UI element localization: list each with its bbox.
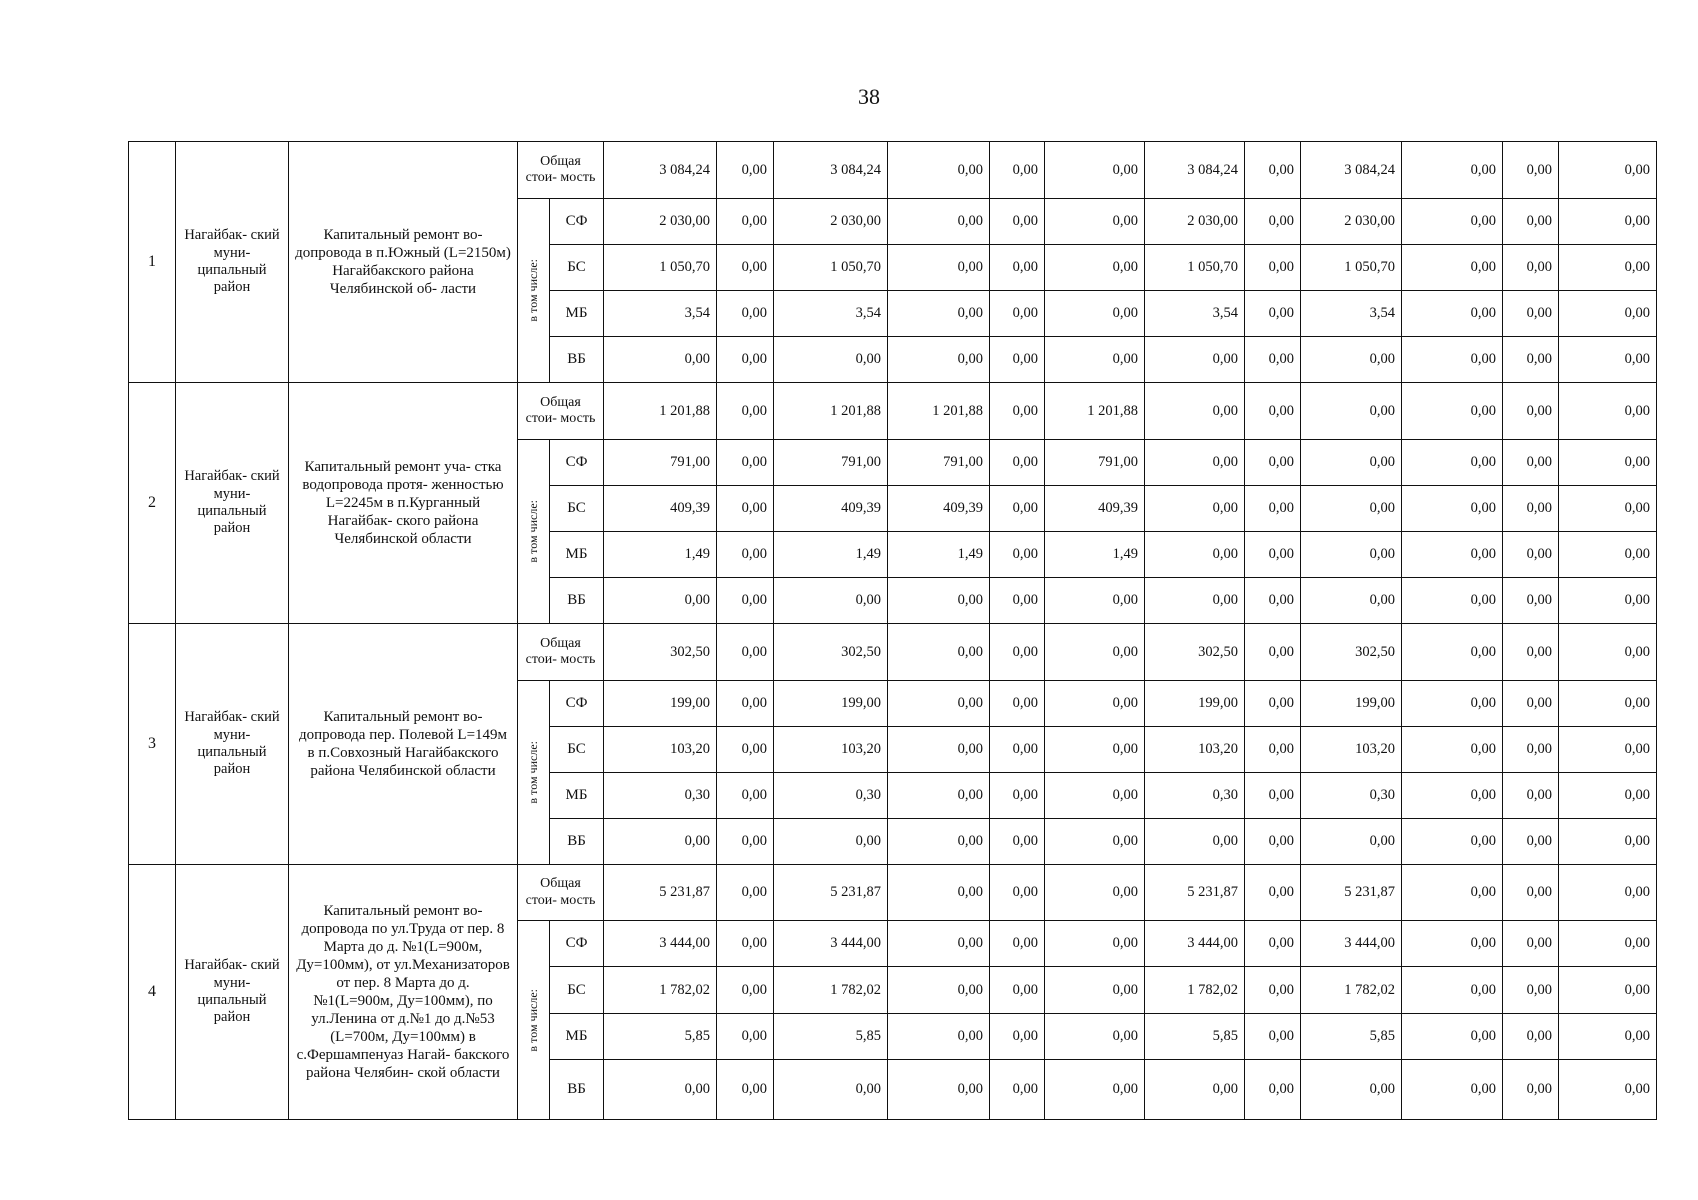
value-cell: 0,00 (990, 681, 1045, 727)
value-cell: 0,00 (1503, 578, 1559, 624)
value-cell: 0,00 (604, 819, 717, 865)
value-cell: 1 782,02 (604, 967, 717, 1014)
value-cell: 0,00 (1301, 578, 1402, 624)
value-cell: 0,30 (604, 773, 717, 819)
total-cost-label: Общая стои- мость (518, 383, 604, 440)
value-cell: 0,00 (1245, 440, 1301, 486)
value-cell: 0,00 (888, 291, 990, 337)
value-cell: 199,00 (604, 681, 717, 727)
value-cell: 0,00 (1503, 624, 1559, 681)
value-cell: 0,00 (774, 337, 888, 383)
value-cell: 0,00 (717, 486, 774, 532)
value-cell: 409,39 (774, 486, 888, 532)
value-cell: 0,00 (717, 440, 774, 486)
value-cell: 0,00 (1503, 337, 1559, 383)
value-cell: 0,00 (1045, 727, 1145, 773)
value-cell: 0,00 (717, 681, 774, 727)
value-cell: 0,00 (888, 1014, 990, 1060)
value-cell: 0,00 (1045, 337, 1145, 383)
value-cell: 0,00 (888, 1060, 990, 1120)
value-cell: 0,00 (1245, 486, 1301, 532)
value-cell: 409,39 (1045, 486, 1145, 532)
including-label-cell (518, 440, 550, 624)
value-cell: 1 201,88 (604, 383, 717, 440)
fund-source-label: ВБ (550, 578, 604, 624)
value-cell: 0,00 (1245, 199, 1301, 245)
value-cell: 0,00 (888, 967, 990, 1014)
value-cell: 0,00 (1045, 624, 1145, 681)
value-cell: 0,00 (1045, 199, 1145, 245)
value-cell: 0,00 (717, 578, 774, 624)
table-row (129, 865, 1657, 921)
value-cell: 0,00 (1402, 199, 1503, 245)
value-cell: 302,50 (604, 624, 717, 681)
fund-source-label: БС (550, 727, 604, 773)
value-cell: 0,00 (1559, 291, 1657, 337)
value-cell: 0,00 (1045, 1060, 1145, 1120)
value-cell: 0,00 (990, 921, 1045, 967)
value-cell: 0,00 (1045, 291, 1145, 337)
value-cell: 0,00 (990, 727, 1045, 773)
value-cell: 0,00 (1145, 819, 1245, 865)
value-cell: 409,39 (604, 486, 717, 532)
fund-source-label: ВБ (550, 1060, 604, 1120)
value-cell: 0,00 (1402, 967, 1503, 1014)
value-cell: 0,00 (1045, 819, 1145, 865)
fund-source-label: СФ (550, 681, 604, 727)
value-cell: 0,00 (1045, 921, 1145, 967)
value-cell: 0,00 (1145, 440, 1245, 486)
including-label: в том числе: (526, 741, 540, 804)
value-cell: 3,54 (774, 291, 888, 337)
value-cell: 3,54 (1301, 291, 1402, 337)
value-cell: 1 201,88 (1045, 383, 1145, 440)
value-cell: 0,00 (1245, 383, 1301, 440)
value-cell: 0,00 (717, 1014, 774, 1060)
fund-source-label: СФ (550, 199, 604, 245)
value-cell: 1 201,88 (888, 383, 990, 440)
total-cost-label: Общая стои- мость (518, 624, 604, 681)
value-cell: 0,00 (1559, 681, 1657, 727)
including-label: в том числе: (526, 259, 540, 322)
value-cell: 409,39 (888, 486, 990, 532)
value-cell: 0,00 (1503, 681, 1559, 727)
value-cell: 0,00 (1503, 819, 1559, 865)
value-cell: 0,00 (1503, 921, 1559, 967)
value-cell: 3 084,24 (1301, 142, 1402, 199)
value-cell: 0,00 (1245, 1060, 1301, 1120)
value-cell: 0,00 (1402, 921, 1503, 967)
value-cell: 0,00 (990, 819, 1045, 865)
value-cell: 0,30 (774, 773, 888, 819)
value-cell: 1 782,02 (1301, 967, 1402, 1014)
value-cell: 0,00 (1503, 727, 1559, 773)
value-cell: 0,00 (1145, 578, 1245, 624)
value-cell: 0,00 (990, 865, 1045, 921)
value-cell: 0,00 (1503, 245, 1559, 291)
value-cell: 1 782,02 (774, 967, 888, 1014)
value-cell: 0,00 (1402, 727, 1503, 773)
value-cell: 0,00 (1301, 819, 1402, 865)
value-cell: 0,00 (1245, 967, 1301, 1014)
value-cell: 0,00 (990, 486, 1045, 532)
value-cell: 0,00 (604, 337, 717, 383)
total-cost-label: Общая стои- мость (518, 865, 604, 921)
district-name: Нагайбак- ский муни- ципальный район (176, 865, 289, 1120)
fund-source-label: БС (550, 245, 604, 291)
value-cell: 199,00 (1301, 681, 1402, 727)
value-cell: 0,30 (1145, 773, 1245, 819)
district-name: Нагайбак- ский муни- ципальный район (176, 383, 289, 624)
value-cell: 0,00 (717, 865, 774, 921)
value-cell: 0,00 (1503, 486, 1559, 532)
value-cell: 0,00 (1559, 1014, 1657, 1060)
value-cell: 5,85 (1301, 1014, 1402, 1060)
value-cell: 0,00 (1559, 532, 1657, 578)
value-cell: 0,00 (1045, 681, 1145, 727)
value-cell: 1,49 (604, 532, 717, 578)
fund-source-label: МБ (550, 532, 604, 578)
value-cell: 199,00 (1145, 681, 1245, 727)
value-cell: 0,00 (1145, 486, 1245, 532)
value-cell: 0,00 (1402, 383, 1503, 440)
district-name: Нагайбак- ский муни- ципальный район (176, 142, 289, 383)
value-cell: 0,00 (1245, 819, 1301, 865)
value-cell: 0,00 (888, 819, 990, 865)
value-cell: 103,20 (774, 727, 888, 773)
value-cell: 0,00 (1245, 773, 1301, 819)
value-cell: 0,00 (1301, 383, 1402, 440)
value-cell: 2 030,00 (1145, 199, 1245, 245)
value-cell: 0,00 (717, 337, 774, 383)
value-cell: 0,00 (717, 383, 774, 440)
value-cell: 302,50 (1301, 624, 1402, 681)
value-cell: 0,00 (1503, 1060, 1559, 1120)
project-description: Капитальный ремонт уча- стка водопровода протя- женностью L=2245м в п.Курганный Нагайбак- ского района Челябинской области (289, 383, 518, 624)
value-cell: 0,00 (1045, 773, 1145, 819)
value-cell: 0,00 (1402, 865, 1503, 921)
table-row (129, 383, 1657, 440)
value-cell: 3 444,00 (604, 921, 717, 967)
value-cell: 2 030,00 (604, 199, 717, 245)
value-cell: 0,00 (990, 578, 1045, 624)
value-cell: 0,00 (717, 727, 774, 773)
value-cell: 0,00 (1245, 291, 1301, 337)
value-cell: 0,00 (888, 624, 990, 681)
value-cell: 0,00 (1245, 681, 1301, 727)
funding-table (128, 141, 1657, 1120)
value-cell: 1 050,70 (1301, 245, 1402, 291)
value-cell: 0,00 (717, 624, 774, 681)
value-cell: 0,00 (990, 440, 1045, 486)
value-cell: 0,00 (888, 727, 990, 773)
value-cell: 0,00 (1559, 199, 1657, 245)
value-cell: 5,85 (774, 1014, 888, 1060)
value-cell: 103,20 (604, 727, 717, 773)
value-cell: 3 084,24 (1145, 142, 1245, 199)
value-cell: 0,00 (990, 199, 1045, 245)
value-cell: 0,00 (1245, 337, 1301, 383)
value-cell: 0,00 (1245, 921, 1301, 967)
value-cell: 1 050,70 (774, 245, 888, 291)
value-cell: 0,00 (717, 532, 774, 578)
value-cell: 0,00 (1559, 142, 1657, 199)
value-cell: 0,00 (1559, 967, 1657, 1014)
value-cell: 0,00 (1245, 245, 1301, 291)
value-cell: 0,00 (1045, 142, 1145, 199)
fund-source-label: ВБ (550, 337, 604, 383)
total-cost-label: Общая стои- мость (518, 142, 604, 199)
value-cell: 0,00 (717, 819, 774, 865)
fund-source-label: БС (550, 486, 604, 532)
value-cell: 1 050,70 (1145, 245, 1245, 291)
value-cell: 0,00 (604, 578, 717, 624)
value-cell: 0,00 (717, 291, 774, 337)
value-cell: 0,00 (1402, 245, 1503, 291)
value-cell: 0,00 (888, 681, 990, 727)
value-cell: 5 231,87 (1145, 865, 1245, 921)
value-cell: 0,00 (1559, 865, 1657, 921)
value-cell: 0,00 (1559, 383, 1657, 440)
value-cell: 0,00 (990, 337, 1045, 383)
value-cell: 302,50 (774, 624, 888, 681)
value-cell: 0,00 (1402, 291, 1503, 337)
value-cell: 5 231,87 (774, 865, 888, 921)
value-cell: 0,00 (990, 1060, 1045, 1120)
value-cell: 103,20 (1301, 727, 1402, 773)
row-index: 1 (129, 142, 176, 383)
value-cell: 2 030,00 (774, 199, 888, 245)
value-cell: 0,00 (990, 532, 1045, 578)
value-cell: 1,49 (1045, 532, 1145, 578)
value-cell: 0,00 (1045, 967, 1145, 1014)
including-label: в том числе: (526, 988, 540, 1052)
value-cell: 0,00 (1145, 383, 1245, 440)
value-cell: 3,54 (604, 291, 717, 337)
value-cell: 0,00 (1301, 1060, 1402, 1120)
value-cell: 3 444,00 (1145, 921, 1245, 967)
district-name: Нагайбак- ский муни- ципальный район (176, 624, 289, 865)
value-cell: 0,00 (1145, 1060, 1245, 1120)
value-cell: 0,00 (1559, 624, 1657, 681)
value-cell: 0,00 (1503, 142, 1559, 199)
value-cell: 3 444,00 (1301, 921, 1402, 967)
value-cell: 0,00 (1559, 727, 1657, 773)
value-cell: 0,00 (990, 773, 1045, 819)
fund-source-label: МБ (550, 291, 604, 337)
value-cell: 0,00 (717, 199, 774, 245)
value-cell: 0,00 (604, 1060, 717, 1120)
value-cell: 0,00 (1145, 532, 1245, 578)
including-label-cell (518, 921, 550, 1120)
value-cell: 0,00 (1245, 727, 1301, 773)
value-cell: 0,00 (1402, 681, 1503, 727)
value-cell: 0,00 (1245, 142, 1301, 199)
value-cell: 0,00 (1559, 245, 1657, 291)
fund-source-label: СФ (550, 440, 604, 486)
value-cell: 0,00 (717, 773, 774, 819)
value-cell: 3 084,24 (604, 142, 717, 199)
value-cell: 302,50 (1145, 624, 1245, 681)
value-cell: 199,00 (774, 681, 888, 727)
value-cell: 2 030,00 (1301, 199, 1402, 245)
value-cell: 0,00 (1245, 532, 1301, 578)
value-cell: 0,00 (1045, 245, 1145, 291)
value-cell: 0,00 (1245, 624, 1301, 681)
value-cell: 0,00 (1045, 578, 1145, 624)
value-cell: 0,00 (888, 199, 990, 245)
value-cell: 0,00 (1559, 819, 1657, 865)
value-cell: 0,00 (888, 337, 990, 383)
value-cell: 0,00 (717, 967, 774, 1014)
value-cell: 0,00 (774, 819, 888, 865)
value-cell: 0,00 (1245, 865, 1301, 921)
value-cell: 0,00 (888, 773, 990, 819)
including-label-cell (518, 681, 550, 865)
value-cell: 1,49 (774, 532, 888, 578)
value-cell: 1 201,88 (774, 383, 888, 440)
value-cell: 0,00 (1559, 921, 1657, 967)
value-cell: 0,00 (1503, 1014, 1559, 1060)
value-cell: 0,00 (1402, 142, 1503, 199)
value-cell: 0,00 (1145, 337, 1245, 383)
fund-source-label: БС (550, 967, 604, 1014)
value-cell: 1 782,02 (1145, 967, 1245, 1014)
value-cell: 0,00 (717, 245, 774, 291)
value-cell: 0,00 (990, 142, 1045, 199)
value-cell: 0,00 (1559, 773, 1657, 819)
value-cell: 0,00 (1301, 337, 1402, 383)
value-cell: 0,00 (717, 1060, 774, 1120)
project-description: Капитальный ремонт во- допровода по ул.Труда от пер. 8 Марта до д. №1(L=900м, Ду=100мм), от ул.Механизаторов от пер. 8 Марта до д. №1(L=900м, Ду=100мм), по ул.Ленина от д.№1 до д.№53 (L=700м, Ду=100мм) в с.Фершампенуаз Нагай- бакского района Челябин- ской области (289, 865, 518, 1120)
project-description: Капитальный ремонт во- допровода пер. Полевой L=149м в п.Совхозный Нагайбакского района Челябинской области (289, 624, 518, 865)
value-cell: 0,00 (990, 291, 1045, 337)
value-cell: 0,00 (1045, 1014, 1145, 1060)
value-cell: 0,00 (1559, 440, 1657, 486)
value-cell: 0,00 (1503, 967, 1559, 1014)
value-cell: 0,00 (1301, 532, 1402, 578)
value-cell: 0,00 (1559, 1060, 1657, 1120)
row-index: 2 (129, 383, 176, 624)
value-cell: 103,20 (1145, 727, 1245, 773)
value-cell: 0,00 (1402, 486, 1503, 532)
value-cell: 0,00 (1402, 773, 1503, 819)
value-cell: 0,00 (1559, 337, 1657, 383)
table-row (129, 142, 1657, 199)
value-cell: 0,00 (717, 921, 774, 967)
value-cell: 791,00 (1045, 440, 1145, 486)
value-cell: 0,00 (1402, 532, 1503, 578)
value-cell: 5 231,87 (604, 865, 717, 921)
value-cell: 0,00 (990, 1014, 1045, 1060)
value-cell: 0,00 (1301, 486, 1402, 532)
value-cell: 0,00 (1402, 1014, 1503, 1060)
value-cell: 791,00 (604, 440, 717, 486)
value-cell: 0,00 (1402, 1060, 1503, 1120)
value-cell: 0,00 (990, 967, 1045, 1014)
value-cell: 0,00 (1245, 1014, 1301, 1060)
value-cell: 0,00 (888, 921, 990, 967)
fund-source-label: МБ (550, 773, 604, 819)
fund-source-label: МБ (550, 1014, 604, 1060)
row-index: 3 (129, 624, 176, 865)
value-cell: 0,00 (1503, 532, 1559, 578)
value-cell: 0,00 (1402, 337, 1503, 383)
page-number: 38 (858, 84, 880, 109)
including-label: в том числе: (526, 500, 540, 563)
value-cell: 0,00 (1402, 440, 1503, 486)
value-cell: 0,00 (1503, 773, 1559, 819)
value-cell: 1,49 (888, 532, 990, 578)
value-cell: 0,00 (1503, 291, 1559, 337)
value-cell: 0,00 (774, 1060, 888, 1120)
value-cell: 3,54 (1145, 291, 1245, 337)
fund-source-label: ВБ (550, 819, 604, 865)
value-cell: 5 231,87 (1301, 865, 1402, 921)
value-cell: 5,85 (604, 1014, 717, 1060)
value-cell: 0,00 (990, 383, 1045, 440)
value-cell: 0,00 (990, 245, 1045, 291)
value-cell: 0,00 (1245, 578, 1301, 624)
value-cell: 791,00 (774, 440, 888, 486)
fund-source-label: СФ (550, 921, 604, 967)
value-cell: 0,00 (717, 142, 774, 199)
value-cell: 0,00 (1503, 440, 1559, 486)
value-cell: 0,00 (1402, 578, 1503, 624)
value-cell: 0,00 (1559, 486, 1657, 532)
value-cell: 0,00 (888, 245, 990, 291)
value-cell: 0,00 (1503, 199, 1559, 245)
including-label-cell (518, 199, 550, 383)
value-cell: 791,00 (888, 440, 990, 486)
value-cell: 0,00 (1045, 865, 1145, 921)
value-cell: 0,00 (888, 865, 990, 921)
value-cell: 3 444,00 (774, 921, 888, 967)
value-cell: 3 084,24 (774, 142, 888, 199)
value-cell: 5,85 (1145, 1014, 1245, 1060)
row-index: 4 (129, 865, 176, 1120)
project-description: Капитальный ремонт во- допровода в п.Южный (L=2150м) Нагайбакского района Челябинской об- ласти (289, 142, 518, 383)
value-cell: 0,30 (1301, 773, 1402, 819)
value-cell: 0,00 (1503, 865, 1559, 921)
value-cell: 1 050,70 (604, 245, 717, 291)
value-cell: 0,00 (774, 578, 888, 624)
value-cell: 0,00 (1503, 383, 1559, 440)
value-cell: 0,00 (888, 578, 990, 624)
table-row (129, 624, 1657, 681)
value-cell: 0,00 (990, 624, 1045, 681)
value-cell: 0,00 (888, 142, 990, 199)
value-cell: 0,00 (1301, 440, 1402, 486)
value-cell: 0,00 (1402, 624, 1503, 681)
value-cell: 0,00 (1559, 578, 1657, 624)
value-cell: 0,00 (1402, 819, 1503, 865)
